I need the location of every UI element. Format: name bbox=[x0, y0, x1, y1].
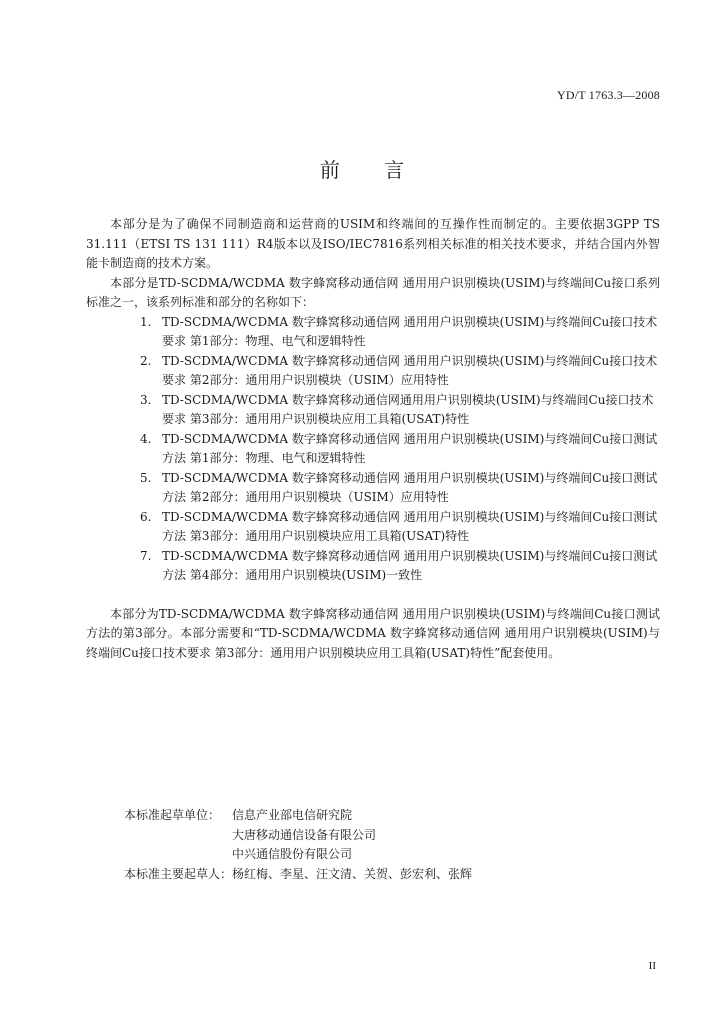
drafting-unit-1: 信息产业部电信研究院 bbox=[232, 808, 353, 822]
drafters-names: 杨红梅、李星、汪文清、关贺、彭宏利、张辉 bbox=[232, 866, 473, 881]
list-item-text: TD-SCDMA/WCDMA 数字蜂窝移动通信网 通用用户识别模块(USIM)与终端间Cu接口测试方法 第2部分：通用用户识别模块（USIM）应用特性 bbox=[162, 470, 658, 504]
list-item bbox=[86, 430, 660, 469]
list-item-text: TD-SCDMA/WCDMA 数字蜂窝移动通信网 通用用户识别模块(USIM)与终端间Cu接口测试方法 第3部分：通用用户识别模块应用工具箱(USAT)特性 bbox=[162, 509, 658, 543]
list-item bbox=[86, 313, 660, 352]
standard-number: YD/T 1763.3—2008 bbox=[557, 88, 660, 102]
list-item-number: 3. bbox=[140, 392, 152, 407]
intro-paragraph-1: 本部分是为了确保不同制造商和运营商的USIM和终端间的互操作性而制定的。主要依据3GPP TS 31.111（ETSI TS 131 111）R4版本以及ISO/IEC7816系列相关标准的相关技术要求，并结合国内外智能卡制造商的技术方案。 bbox=[86, 217, 660, 270]
drafting-units-label: 本标准起草单位： bbox=[124, 808, 221, 822]
list-item-text: TD-SCDMA/WCDMA 数字蜂窝移动通信网 通用用户识别模块(USIM)与终端间Cu接口技术要求 第1部分：物理、电气和逻辑特性 bbox=[162, 314, 658, 348]
drafters-row bbox=[124, 865, 472, 885]
document-body bbox=[86, 215, 660, 663]
list-item-number: 6. bbox=[140, 509, 152, 524]
list-item-number: 4. bbox=[140, 431, 152, 446]
list-item-text: TD-SCDMA/WCDMA 数字蜂窝移动通信网通用用户识别模块(USIM)与终端间Cu接口技术要求 第3部分：通用用户识别模块应用工具箱(USAT)特性 bbox=[162, 392, 654, 426]
series-list bbox=[86, 313, 660, 586]
drafting-units-row bbox=[124, 806, 472, 826]
list-item-number: 5. bbox=[140, 470, 152, 485]
list-item bbox=[86, 547, 660, 586]
list-item bbox=[86, 508, 660, 547]
page-title: 前 言 bbox=[319, 158, 405, 182]
label-spacer bbox=[124, 826, 232, 846]
closing-paragraph: 本部分为TD-SCDMA/WCDMA 数字蜂窝移动通信网 通用用户识别模块(USIM)与终端间Cu接口测试方法的第3部分。本部分需要和“TD-SCDMA/WCDMA 数字蜂窝移动通信网 通用用户识别模块(USIM)与终端间Cu接口技术要求 第3部分：通用用户识别模块应用工具箱(USAT)特性”配套使用。 bbox=[86, 606, 660, 660]
list-item-number: 1. bbox=[140, 314, 152, 329]
label-spacer bbox=[124, 845, 232, 865]
intro-paragraph-2: 本部分是TD-SCDMA/WCDMA 数字蜂窝移动通信网 通用用户识别模块(USIM)与终端间Cu接口系列标准之一，该系列标准和部分的名称如下： bbox=[86, 275, 660, 309]
list-item bbox=[86, 469, 660, 508]
drafting-info bbox=[124, 806, 472, 884]
drafting-units-row bbox=[124, 845, 472, 865]
drafting-unit-2: 大唐移动通信设备有限公司 bbox=[232, 827, 377, 842]
list-item-number: 2. bbox=[140, 353, 152, 368]
list-item bbox=[86, 391, 660, 430]
drafting-units-row bbox=[124, 826, 472, 846]
drafting-unit-3: 中兴通信股份有限公司 bbox=[232, 847, 353, 861]
paragraph-spacer bbox=[86, 586, 660, 605]
list-item-text: TD-SCDMA/WCDMA 数字蜂窝移动通信网 通用用户识别模块(USIM)与终端间Cu接口测试方法 第4部分：通用用户识别模块(USIM)一致性 bbox=[162, 548, 658, 582]
list-item-text: TD-SCDMA/WCDMA 数字蜂窝移动通信网 通用用户识别模块(USIM)与终端间Cu接口技术要求 第2部分：通用用户识别模块（USIM）应用特性 bbox=[162, 353, 658, 387]
list-item-text: TD-SCDMA/WCDMA 数字蜂窝移动通信网 通用用户识别模块(USIM)与终端间Cu接口测试方法 第1部分：物理、电气和逻辑特性 bbox=[162, 431, 658, 465]
drafters-label: 本标准主要起草人： bbox=[124, 866, 233, 881]
page-number: II bbox=[648, 960, 656, 972]
list-item bbox=[86, 352, 660, 391]
list-item-number: 7. bbox=[140, 548, 152, 563]
